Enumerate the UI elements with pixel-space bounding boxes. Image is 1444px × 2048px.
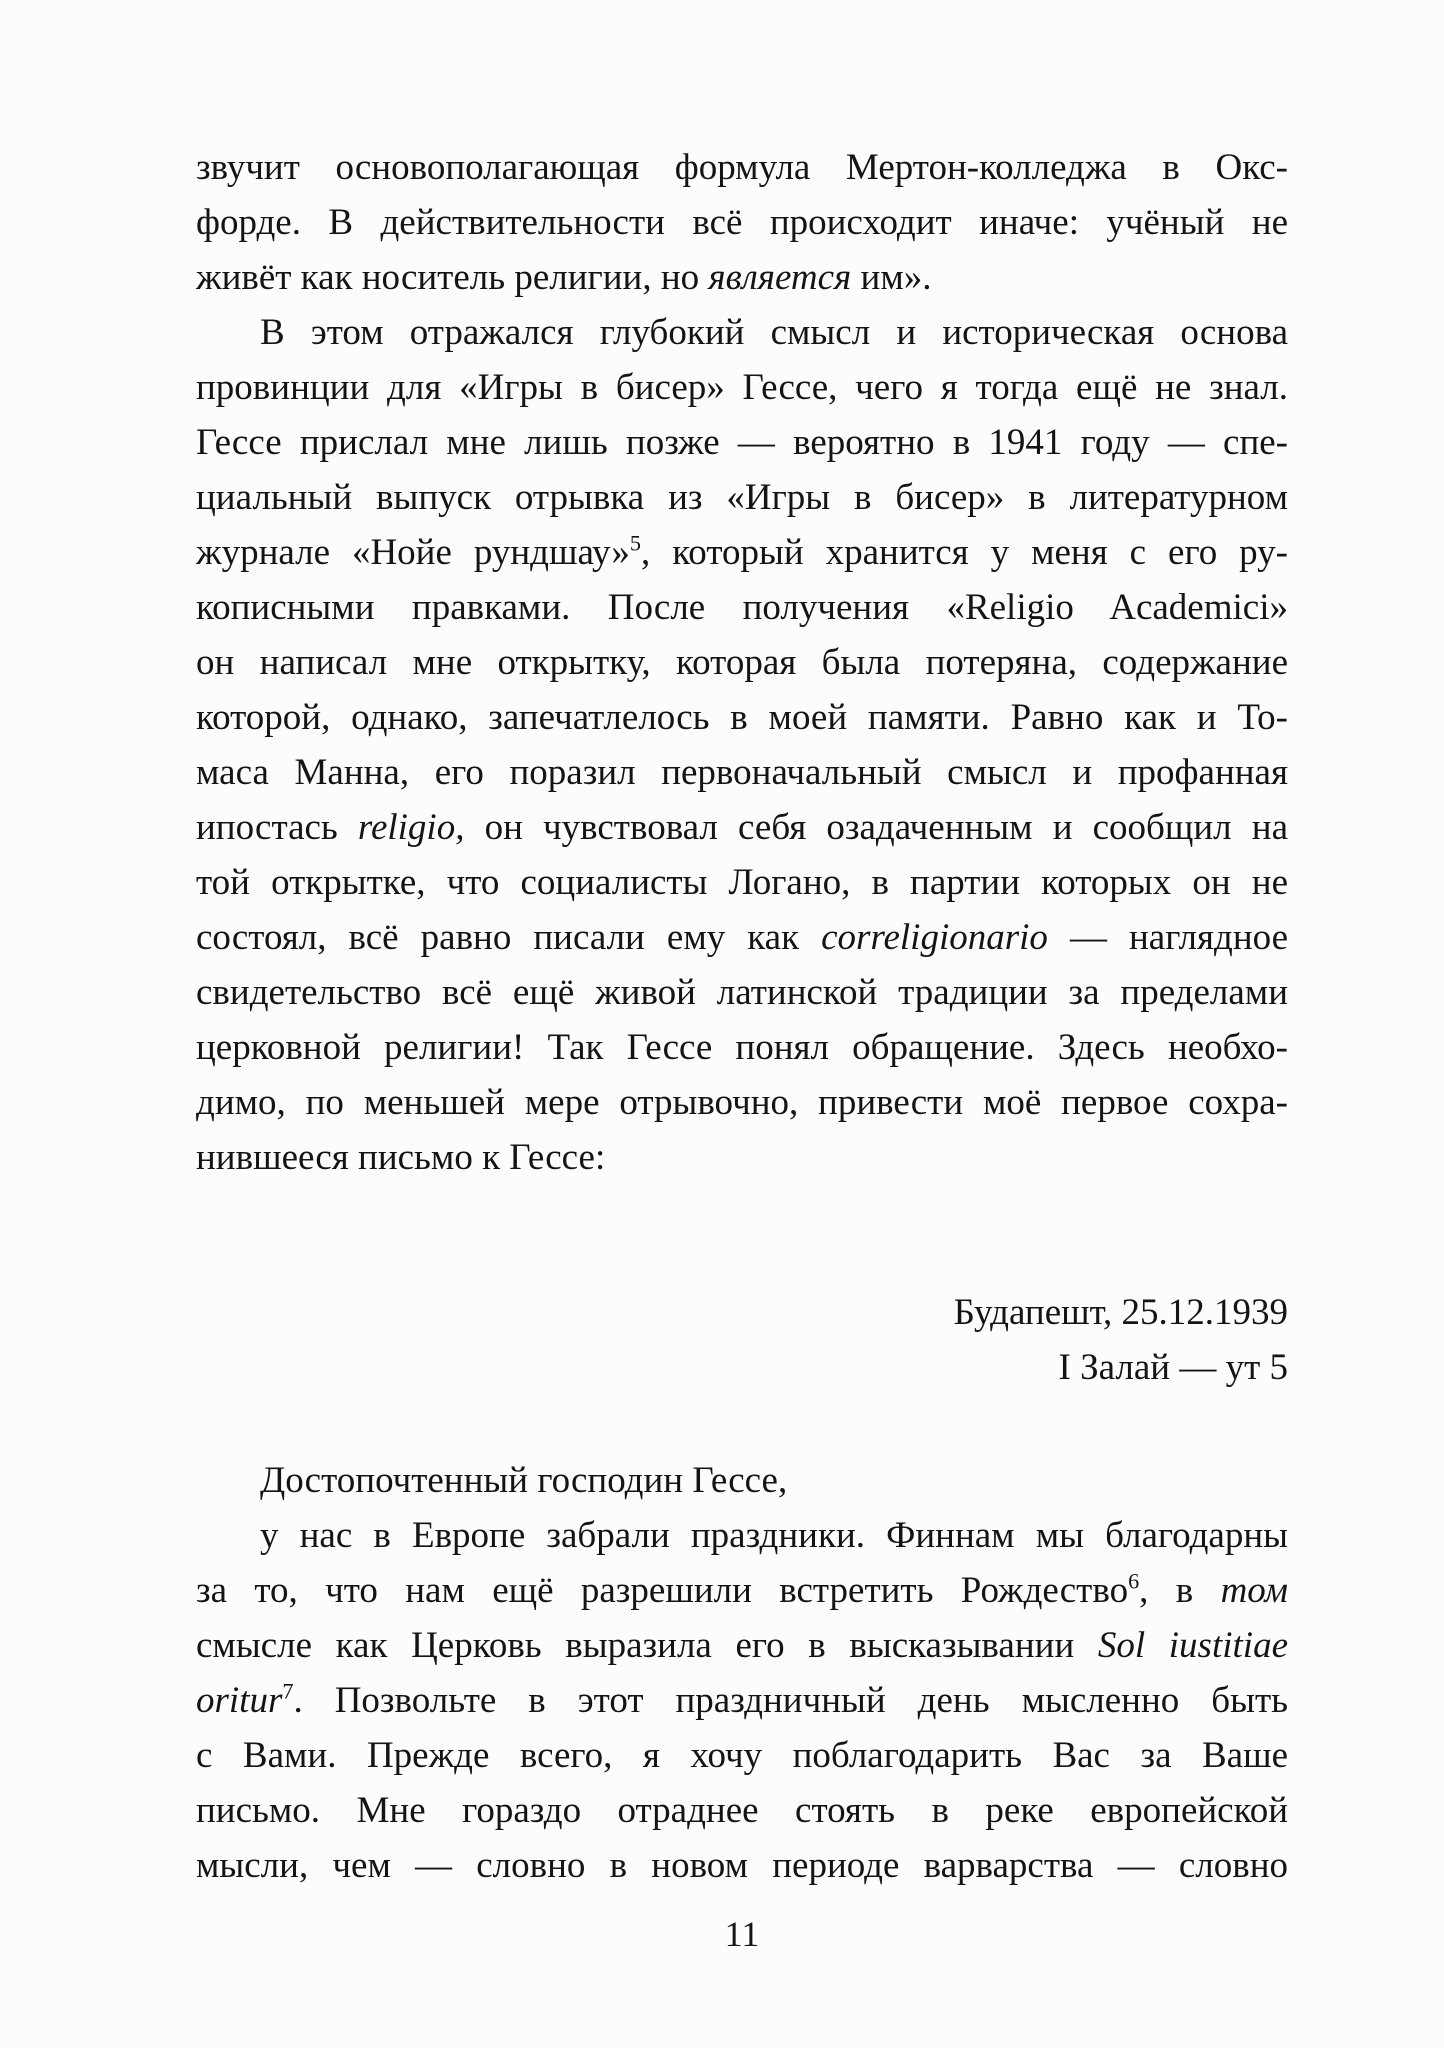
text-segment: смысле как Церковь выразила его в высказывании (196, 1625, 1098, 1666)
text-segment: является (708, 257, 852, 298)
text-line (196, 965, 1288, 1020)
text-segment: димо, по меньшей мере отрывочно, привести моё первое сохра- (196, 1082, 1288, 1123)
text-segment: нившееся письмо к Гессе: (196, 1137, 606, 1178)
text-segment: В этом отражался глубокий смысл и историческая основа (260, 312, 1288, 353)
text-segment: свидетельство всё ещё живой латинской традиции за пределами (196, 972, 1288, 1013)
text-line (196, 140, 1288, 195)
text-segment: , в (1139, 1570, 1221, 1611)
text-line (196, 1285, 1288, 1340)
text-segment: он написал мне открытку, которая была потеряна, содержание (196, 642, 1288, 683)
text-segment: им». (851, 257, 932, 298)
text-line (196, 360, 1288, 415)
text-segment: той открытке, что социалисты Логано, в партии которых он не (196, 862, 1288, 903)
text-line (196, 800, 1288, 855)
text-segment: он чувствовал себя озадаченным и сообщил на (464, 807, 1288, 848)
text-segment: — наглядное (1047, 917, 1288, 958)
main-paragraph (196, 305, 1288, 1185)
text-line (196, 1618, 1288, 1673)
text-line (196, 1563, 1288, 1618)
text-segment: , который хранится у меня с его ру- (641, 532, 1288, 573)
text-line (196, 745, 1288, 800)
text-segment: том (1220, 1570, 1288, 1611)
text-segment: с Вами. Прежде всего, я хочу поблагодарить Вас за Ваше (196, 1735, 1288, 1776)
text-line (196, 1130, 1288, 1185)
text-segment: Гессе прислал мне лишь позже — вероятно в 1941 году — спе- (196, 422, 1288, 463)
text-line (196, 195, 1288, 250)
text-line (196, 1783, 1288, 1838)
text-line (196, 580, 1288, 635)
text-line (196, 910, 1288, 965)
text-line (196, 1728, 1288, 1783)
text-segment: у нас в Европе забрали праздники. Финнам мы благодарны (260, 1515, 1288, 1556)
text-line (196, 1075, 1288, 1130)
text-segment: I Залай — ут 5 (1058, 1347, 1288, 1388)
text-line (196, 635, 1288, 690)
text-segment: провинции для «Игры в бисер» Гессе, чего я тогда ещё не знал. (196, 367, 1288, 408)
text-line (196, 855, 1288, 910)
text-segment: Достопочтенный господин Гессе, (260, 1460, 788, 1501)
text-segment: церковной религии! Так Гессе понял обращение. Здесь необхо- (196, 1027, 1288, 1068)
text-segment: письмо. Мне гораздо отраднее стоять в реке европейской (196, 1790, 1288, 1831)
text-segment: маса Манна, его поразил первоначальный смысл и профанная (196, 752, 1288, 793)
text-line (196, 1838, 1288, 1893)
page-text (196, 140, 1288, 1893)
page-number: 11 (724, 1914, 760, 1954)
letter-date-block (196, 1285, 1288, 1395)
text-segment: кописными правками. После получения «Religio Academici» (196, 587, 1288, 628)
letter-salutation (196, 1453, 1288, 1508)
text-segment: correligionario (821, 917, 1048, 958)
text-segment: Будапешт, 25.12.1939 (953, 1292, 1288, 1333)
text-line (196, 250, 1288, 305)
text-line (196, 1673, 1288, 1728)
text-line (196, 1020, 1288, 1075)
text-line (196, 1508, 1288, 1563)
text-line (196, 1340, 1288, 1395)
text-segment: religio, (357, 807, 465, 848)
text-segment: . Позвольте в этот праздничный день мысленно быть (293, 1680, 1288, 1721)
text-line (196, 415, 1288, 470)
opening-paragraph (196, 140, 1288, 305)
text-segment: живёт как носитель религии, но (196, 257, 709, 298)
text-segment: циальный выпуск отрывка из «Игры в бисер» в литературном (196, 477, 1288, 518)
text-line (196, 1453, 1288, 1508)
text-segment: состоял, всё равно писали ему как (196, 917, 822, 958)
footnote-reference: 6 (1128, 1568, 1140, 1594)
text-segment: ипостась (196, 807, 358, 848)
footnote-reference: 5 (629, 530, 642, 556)
text-segment: звучит основополагающая формула Мертон-колледжа в Окс- (196, 147, 1288, 188)
letter-body (196, 1508, 1288, 1893)
text-segment: форде. В действительности всё происходит иначе: учёный не (196, 202, 1288, 243)
text-segment: которой, однако, запечатлелось в моей памяти. Равно как и То- (196, 697, 1288, 738)
text-segment: мысли, чем — словно в новом периоде варварства — словно (196, 1845, 1288, 1886)
text-line (196, 690, 1288, 745)
text-line (196, 470, 1288, 525)
text-segment: Sol iustitiae (1097, 1625, 1289, 1666)
text-segment: журнале «Нойе рундшау» (196, 532, 630, 573)
text-line (196, 305, 1288, 360)
text-segment: за то, что нам ещё разрешили встретить Рождество (196, 1570, 1129, 1611)
text-line (196, 525, 1288, 580)
footnote-reference: 7 (282, 1678, 294, 1704)
text-segment: oritur (196, 1680, 283, 1721)
